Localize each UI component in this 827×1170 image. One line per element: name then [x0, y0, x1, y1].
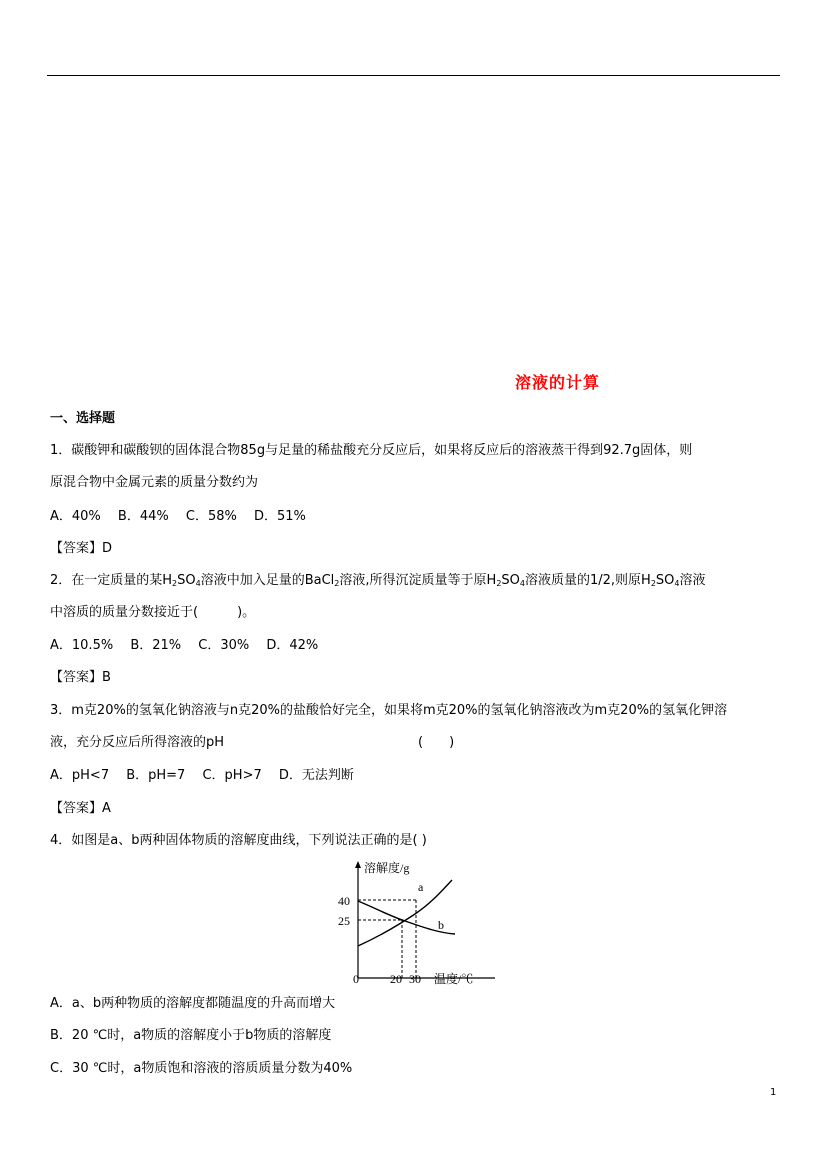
y-axis-arrow: [355, 861, 361, 868]
q2-text: 溶液中加入足量的BaCl: [200, 573, 335, 588]
subscript: 2: [172, 579, 178, 588]
q3-answer: 【答案】A: [50, 801, 111, 816]
q2-line2: 中溶质的质量分数接近于( )。: [50, 605, 256, 620]
q1-line2: 原混合物中金属元素的质量分数约为: [50, 475, 259, 490]
subscript: 4: [519, 579, 525, 588]
q1-line1: 1．碳酸钾和碳酸钡的固体混合物85g与足量的稀盐酸充分反应后，如果将反应后的溶液蒸干得到92.7g固体，则: [50, 443, 693, 458]
subscript: 4: [195, 579, 201, 588]
x-axis-label: 温度/℃: [434, 972, 474, 986]
curve-a-label: a: [418, 880, 424, 894]
y-tick-40: 40: [338, 894, 350, 908]
x-tick-20: 20: [390, 972, 402, 986]
q3-line1: 3．m克20%的氢氧化钠溶液与n克20%的盐酸恰好完全，如果将m克20%的氢氧化钠溶液改为m克20%的氢氧化钾溶: [50, 703, 728, 718]
q3-blank: ( ): [418, 735, 455, 750]
header-rule: [47, 75, 780, 76]
curve-a: [358, 880, 452, 946]
page-title: 溶液的计算: [515, 373, 601, 392]
curve-b-label: b: [438, 918, 444, 932]
q2-answer: 【答案】B: [50, 670, 111, 685]
q2-text: 溶液质量的1/2,则原H: [524, 573, 651, 588]
q2-text: 2．在一定质量的某H: [50, 573, 173, 588]
x-tick-0: 0: [353, 972, 359, 986]
q4-option-c: C．30 ℃时，a物质饱和溶液的溶质质量分数为40%: [50, 1061, 353, 1076]
q2-line1: [50, 573, 706, 592]
subscript: 4: [674, 579, 680, 588]
q4-line1: 4．如图是a、b两种固体物质的溶解度曲线，下列说法正确的是( ): [50, 833, 427, 848]
y-axis-label: 溶解度/g: [364, 861, 410, 875]
q1-options: A．40% B．44% C．58% D．51%: [50, 509, 306, 524]
q2-text: 溶液: [679, 573, 706, 588]
y-tick-25: 25: [338, 914, 350, 928]
q2-text: SO: [177, 573, 196, 588]
section-heading: 一、选择题: [50, 411, 116, 426]
x-tick-30: 30: [409, 972, 421, 986]
q3-options: A．pH<7 B．pH=7 C．pH>7 D．无法判断: [50, 768, 354, 783]
q4-option-a: A．a、b两种物质的溶解度都随温度的升高而增大: [50, 996, 336, 1011]
subscript: 2: [496, 579, 502, 588]
q2-text: SO: [501, 573, 520, 588]
subscript: 2: [334, 579, 340, 588]
q1-answer: 【答案】D: [50, 541, 113, 556]
q4-option-b: B．20 ℃时，a物质的溶解度小于b物质的溶解度: [50, 1028, 332, 1043]
q3-line2-text: 液，充分反应后所得溶液的pH: [50, 735, 225, 750]
q2-text: SO: [655, 573, 675, 588]
page-number: 1: [770, 1087, 777, 1098]
q2-options: A．10.5% B．21% C．30% D．42%: [50, 638, 319, 653]
subscript: 2: [650, 579, 656, 588]
solubility-curve-figure: [330, 858, 500, 988]
q2-text: 溶液,所得沉淀质量等于原H: [339, 573, 497, 588]
q3-line2: [50, 735, 454, 751]
